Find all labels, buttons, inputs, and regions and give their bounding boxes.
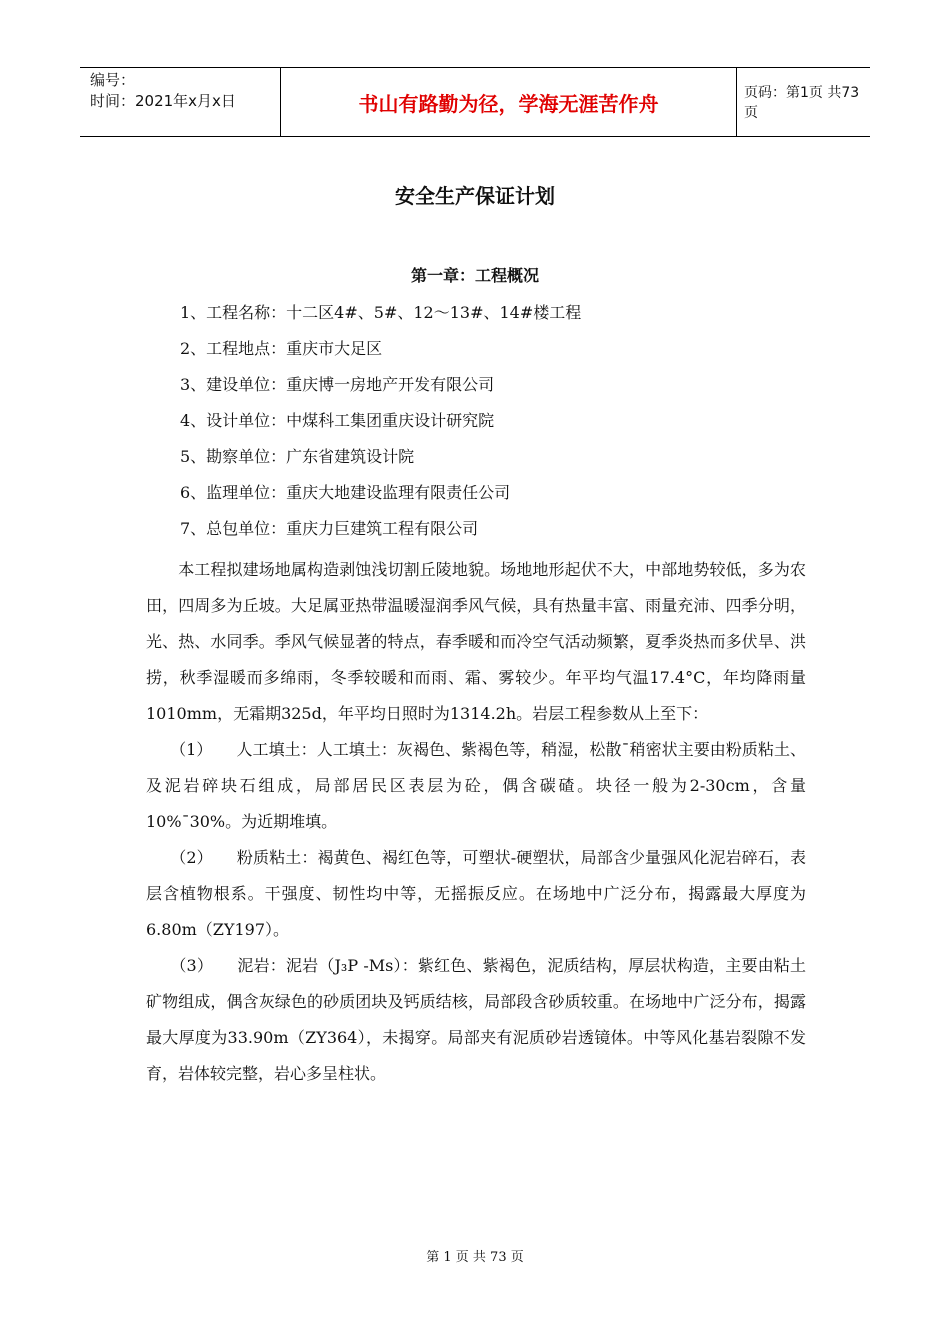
body-text (146, 552, 806, 1092)
paragraph: （1） 人工填土：人工填土：灰褐色、紫褐色等，稍湿，松散¯稍密状主要由粉质粘土、及泥岩碎块石组成，局部居民区表层为砼，偶含碳碴。块径一般为2-30cm，含量10%¯30%。为近期堆填。 (146, 740, 806, 831)
header-meta (90, 70, 280, 112)
page-header (80, 67, 870, 137)
list-item: 2、工程地点：重庆市大足区 (180, 339, 383, 358)
serial-label: 编号： (90, 71, 136, 89)
list-item: 5、勘察单位：广东省建筑设计院 (180, 447, 415, 466)
list-item: 6、监理单位：重庆大地建设监理有限责任公司 (180, 483, 511, 502)
page-footer: 第 1 页 共 73 页 (426, 1250, 524, 1265)
date-label: 时间：2021年x月x日 (90, 92, 236, 110)
document-title: 安全生产保证计划 (395, 184, 555, 208)
list-item: 1、工程名称：十二区4#、5#、12～13#、14#楼工程 (180, 303, 582, 322)
paragraph: 本工程拟建场地属构造剥蚀浅切割丘陵地貌。场地地形起伏不大，中部地势较低，多为农田，四周多为丘坡。大足属亚热带温暖湿润季风气候，具有热量丰富、雨量充沛、四季分明，光、热、水同季。季风气候显著的特点，春季暖和而冷空气活动频繁，夏季炎热而多伏旱、洪捞，秋季湿暖而多绵雨，冬季较暖和而雨、霜、雾较少。年平均气温17.4°C，年均降雨量1010mm，无霜期325d，年平均日照时为1314.2h。岩层工程参数从上至下： (146, 560, 806, 723)
header-page-label: 页码：第1页 共73页 (744, 85, 860, 121)
list-item: 7、总包单位：重庆力巨建筑工程有限公司 (180, 519, 479, 538)
paragraph: （2） 粉质粘土：褐黄色、褐红色等，可塑状-硬塑状，局部含少量强风化泥岩碎石，表层含植物根系。干强度、韧性均中等，无摇振反应。在场地中广泛分布，揭露最大厚度为6.80m（ZY197）。 (146, 848, 806, 939)
project-info-list (180, 300, 830, 552)
header-slogan: 书山有路勤为径，学海无涯苦作舟 (280, 68, 737, 136)
paragraph: （3） 泥岩：泥岩（J₃P -Ms）：紫红色、紫褐色，泥质结构，厚层状构造，主要由粘土矿物组成，偶含灰绿色的砂质团块及钙质结核，局部段含砂质较重。在场地中广泛分布，揭露最大厚度为33.90m（ZY364），未揭穿。局部夹有泥质砂岩透镜体。中等风化基岩裂隙不发育，岩体较完整，岩心多呈柱状。 (146, 956, 806, 1083)
list-item: 3、建设单位：重庆博一房地产开发有限公司 (180, 375, 495, 394)
list-item: 4、设计单位：中煤科工集团重庆设计研究院 (180, 411, 495, 430)
chapter-heading: 第一章：工程概况 (410, 266, 539, 285)
